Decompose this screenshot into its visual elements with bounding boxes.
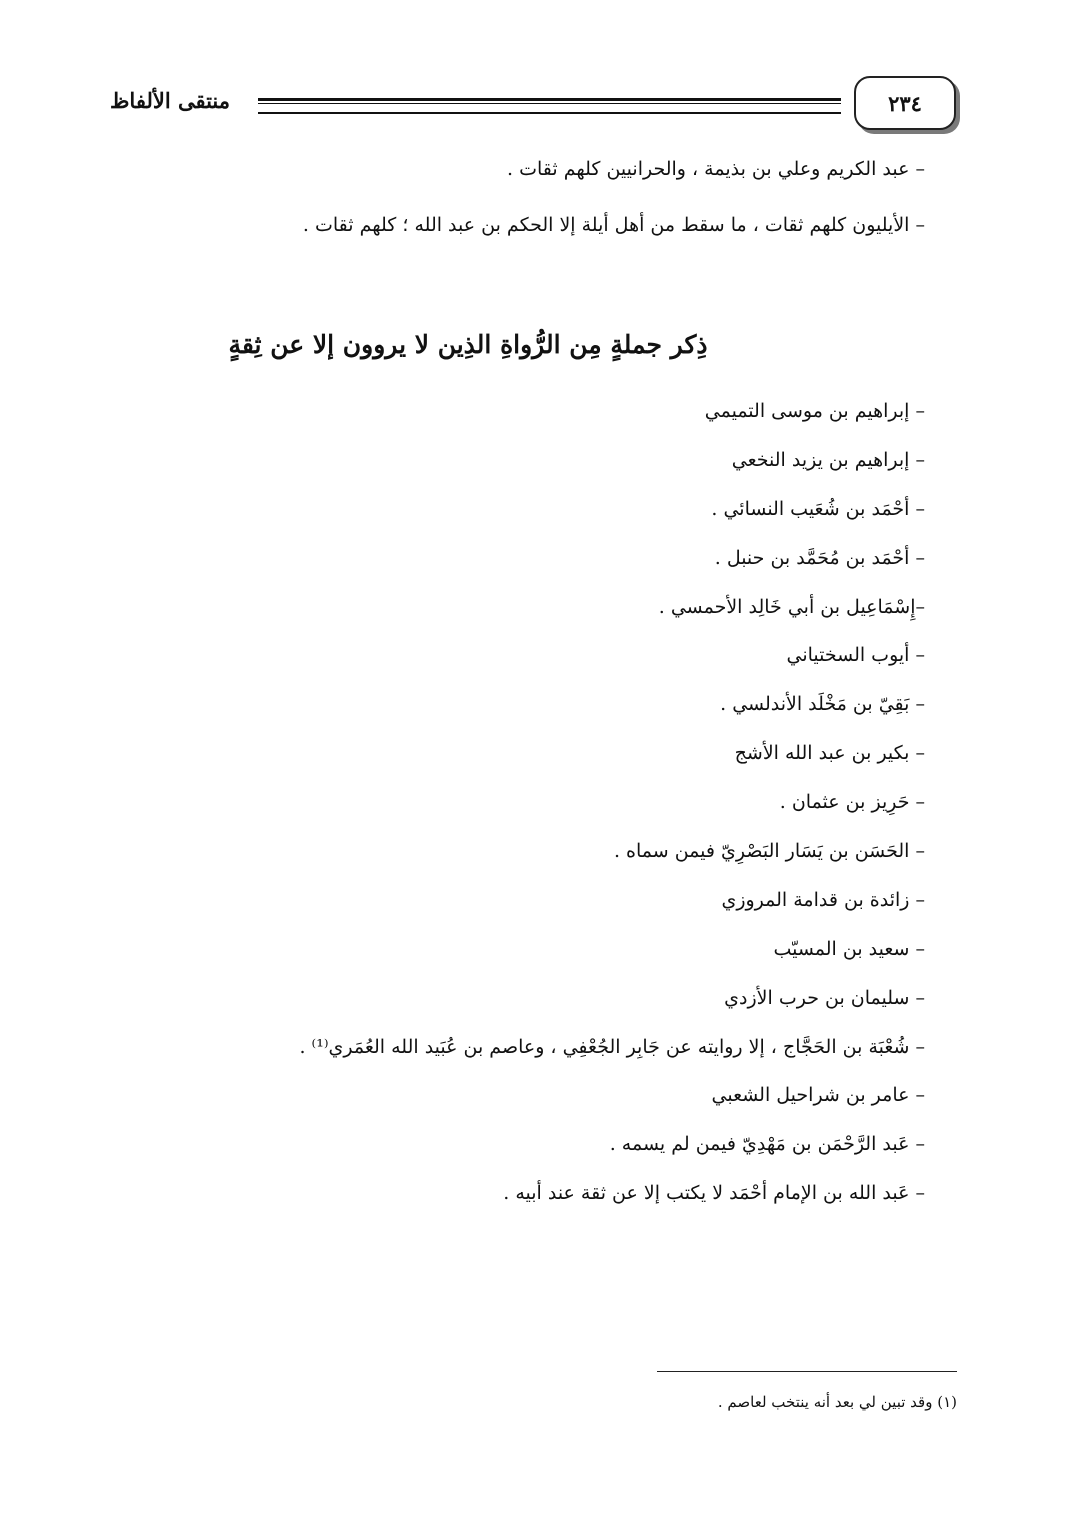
list-item: – سليمان بن حرب الأزدي	[724, 986, 925, 1009]
narrator-list	[145, 400, 925, 1231]
list-item: – زائدة بن قدامة المروزي	[721, 888, 925, 911]
text-line: – عبد الكريم وعلي بن بذيمة ، والحرانيين كلهم ثقات .	[507, 158, 925, 180]
page-header	[110, 76, 956, 132]
list-item: – شُعْبَة بن الحَجَّاج ، إلا روايته عن جَابِر الجُعْفِي ، وعاصم بن عُبَيد الله العُمَري⁽¹⁾ .	[299, 1035, 925, 1058]
list-item: – حَرِيز بن عثمان .	[779, 791, 925, 814]
intro-text	[145, 158, 925, 270]
header-rule	[258, 98, 841, 114]
list-item: – عَبد الرَّحْمَن بن مَهْدِيّ فيمن لم يسمه .	[609, 1133, 925, 1156]
list-item: – أيوب السختياني	[786, 644, 925, 667]
list-item: – أحْمَد بن مُحَمَّد بن حنبل .	[714, 546, 925, 569]
list-item: – إبراهيم بن موسى التميمي	[704, 400, 925, 422]
list-item: – سعيد بن المسيّب	[773, 937, 925, 960]
list-item: – عامر بن شراحيل الشعبي	[711, 1084, 925, 1107]
footnote-divider	[657, 1371, 957, 1372]
list-item: – أحْمَد بن شُعَيب النسائي .	[711, 497, 925, 520]
footnote: (١) وقد تبين لي بعد أنه ينتخب لعاصم .	[717, 1393, 957, 1411]
list-item: – بَقِيّ بن مَخْلَد الأندلسي .	[720, 693, 925, 716]
page-number: ٢٣٤	[854, 76, 956, 130]
list-item: – عَبد الله بن الإمام أحْمَد لا يكتب إلا عن ثقة عند أبيه .	[503, 1182, 925, 1205]
list-item: – بكير بن عبد الله الأشج	[734, 742, 925, 765]
list-item: – إبراهيم بن يزيد النخعي	[731, 448, 925, 471]
section-heading: ذِكر جملةٍ مِن الرُّواةِ الذِين لا يروون إلا عن ثِقةٍ	[228, 330, 708, 359]
list-item: –إِسْمَاعِيل بن أبي خَالِد الأحمسي .	[658, 595, 925, 618]
list-item: – الحَسَن بن يَسَار البَصْرِيّ فيمن سماه .	[613, 840, 925, 863]
book-title: منتقى الألفاظ	[110, 88, 231, 113]
text-line: – الأيليون كلهم ثقات ، ما سقط من أهل أيلة إلا الحكم بن عبد الله ؛ كلهم ثقات .	[302, 214, 925, 236]
